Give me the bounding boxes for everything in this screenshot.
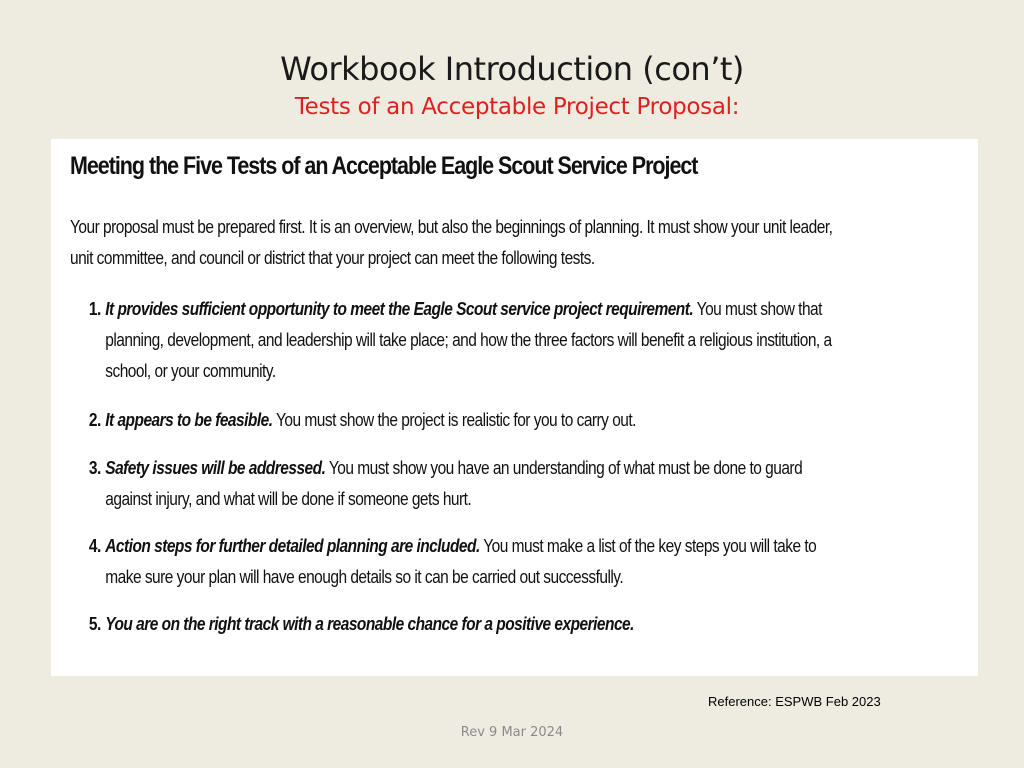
test-lead: It appears to be feasible.: [105, 410, 273, 430]
test-lead: Action steps for further detailed planning are included.: [105, 536, 480, 556]
test-item-1: [70, 294, 965, 387]
test-lead: It provides sufficient opportunity to meet the Eagle Scout service project requirement.: [105, 299, 694, 319]
test-item-3: [70, 453, 965, 515]
test-item-2: [70, 405, 965, 436]
test-text: You must make a list of the key steps you will take to: [479, 536, 817, 556]
test-text-line: against injury, and what will be done if someone gets hurt.: [105, 489, 472, 509]
test-number: 4.: [88, 536, 101, 556]
reference-note: Reference: ESPWB Feb 2023: [708, 694, 881, 709]
document-heading: Meeting the Five Tests of an Acceptable Eagle Scout Service Project: [70, 152, 698, 180]
tests-list: [70, 294, 960, 640]
test-text: You must show the project is realistic for you to carry out.: [272, 410, 636, 430]
slide-title: Workbook Introduction (con’t): [280, 50, 744, 88]
intro-line: Your proposal must be prepared first. It is an overview, but also the beginnings of planning. It must show your unit leader,: [70, 217, 833, 237]
test-lead: You are on the right track with a reasonable chance for a positive experience.: [105, 614, 634, 634]
test-text: You must show you have an understanding of what must be done to guard: [325, 458, 803, 478]
test-text: You must show that: [693, 299, 822, 319]
document-excerpt: [51, 139, 978, 676]
test-number: 3.: [88, 458, 101, 478]
test-lead: Safety issues will be addressed.: [105, 458, 326, 478]
test-number: 1.: [88, 299, 101, 319]
test-number: 2.: [88, 410, 101, 430]
slide-subtitle: Tests of an Acceptable Project Proposal:: [294, 94, 740, 120]
document-intro: [70, 212, 930, 274]
test-text-line: school, or your community.: [105, 361, 276, 381]
test-text-line: planning, development, and leadership will take place; and how the three factors will benefit a religious institution, a: [105, 330, 832, 350]
test-number: 5.: [88, 614, 101, 634]
test-item-5: [70, 609, 965, 640]
test-item-4: [70, 531, 965, 593]
test-text-line: make sure your plan will have enough details so it can be carried out successfully.: [105, 567, 624, 587]
revision-footer: Rev 9 Mar 2024: [460, 725, 564, 740]
intro-line: unit committee, and council or district that your project can meet the following tests.: [70, 248, 595, 268]
